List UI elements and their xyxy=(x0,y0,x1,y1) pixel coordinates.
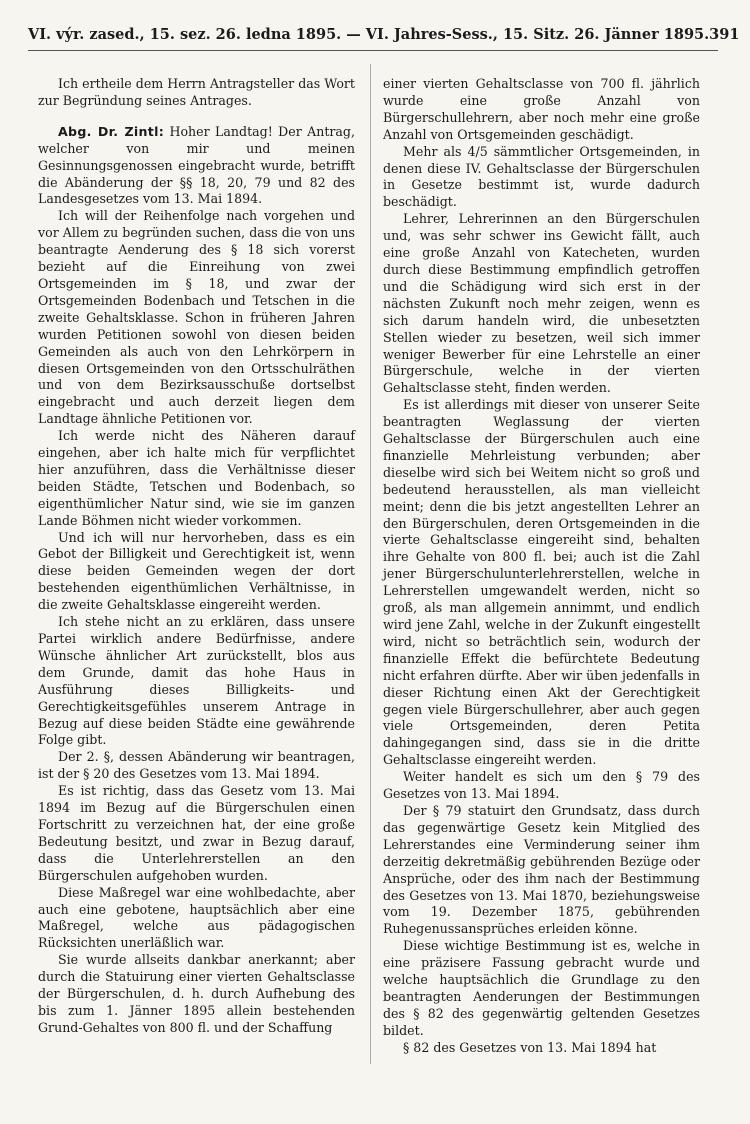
paragraph: Es ist richtig, dass das Gesetz vom 13. Mai 1894 im Bezug auf die Bürgerschulen einen Fortschritt zu verzeichnen hat, der eine große Bedeutung besitzt, und zwar in Bezug darauf, dass die Unterlehrerstellen an den Bürgerschulen aufgehoben wurden. xyxy=(38,783,355,883)
speech-paragraph xyxy=(38,124,355,209)
paragraph: Ich stehe nicht an zu erklären, dass unsere Partei wirklich andere Bedürfnisse, andere Wünsche ähnlicher Art zurückstellt, blos aus dem Grunde, damit das hohe Haus in Ausführung dieses Billigkeits- und Gerechtigkeitsgefühles unserem Antrage in Bezug auf diese beiden Städte eine gewährende Folge gibt. xyxy=(38,614,355,748)
speaker-name: Abg. Dr. Zintl: xyxy=(58,123,165,139)
left-column xyxy=(38,76,355,1037)
header-rule xyxy=(28,50,718,51)
paragraph: Es ist allerdings mit dieser von unserer Seite beantragten Weglassung der vierten Gehaltsclasse der Bürgerschulen auch eine finanzielle Mehrleistung verbunden; aber dieselbe wird sich bei Weitem nicht so groß und bedeutend herausstellen, als man vielleicht meint; denn die bis jetzt angestellten Lehrer an den Bürgerschulen, deren Ortsgemeinden in die vierte Gehaltsclasse eingereiht sind, behalten ihre Gehalte von 800 fl. bei; auch ist die Zahl jener Bürgerschulunterlehrerstellen, welche in Lehrerstellen umgewandelt werden, nicht so groß, als man allgemein annimmt, und endlich wird jene Zahl, welche in der Zukunft eingestellt wird, nicht so beträchtlich sein, wodurch der finanzielle Effekt die befürchtete Bedeutung nicht erfahren dürfte. Aber wir üben jedenfalls in dieser Richtung einen Akt der Gerechtigkeit gegen viele Bürgerschullehrer, aber auch gegen viele Ortsgemeinden, deren Petita dahingegangen sind, dass sie in die dritte Gehaltsclasse eingereiht werden. xyxy=(383,397,700,768)
paragraph: Diese wichtige Bestimmung ist es, welche in eine präzisere Fassung gebracht wurde und welche hauptsächlich die Grundlage zu den beantragten Aenderungen der Bestimmungen des § 82 des gegenwärtig geltenden Gesetzes bildet. xyxy=(383,938,700,1038)
paragraph: Diese Maßregel war eine wohlbedachte, aber auch eine gebotene, hauptsächlich aber eine Maßregel, welche aus pädagogischen Rücksichten unerläßlich war. xyxy=(38,884,355,951)
paragraph: Sie wurde allseits dankbar anerkannt; aber durch die Statuirung einer vierten Gehaltsclasse der Bürgerschulen, d. h. durch Aufhebung des bis zum 1. Jänner 1895 allein bestehenden Grund-Gehaltes von 800 fl. und der Schaffung xyxy=(38,952,355,1035)
column-divider xyxy=(370,64,371,1064)
paragraph: einer vierten Gehaltsclasse von 700 fl. jährlich wurde eine große Anzahl von Bürgerschullehrern, aber noch mehr eine große Anzahl von Ortsgemeinden geschädigt. xyxy=(383,76,700,142)
paragraph: Der § 79 statuirt den Grundsatz, dass durch das gegenwärtige Gesetz kein Mitglied des Lehrerstandes eine Verminderung seiner ihm derzeitig dekretmäßig gebührenden Bezüge oder Ansprüche, oder des ihm nach der Bestimmung des Gesetzes von 13. Mai 1870, beziehungsweise vom 19. Dezember 1875, gebührenden Ruhegenussansprüches erleiden könne. xyxy=(383,802,700,937)
paragraph: Lehrer, Lehrerinnen an den Bürgerschulen und, was sehr schwer ins Gewicht fällt, auch eine große Anzahl von Katecheten, wurden durch diese Bestimmung empfindlich getroffen und die Schädigung wird sich erst in der nächsten Zukunft noch mehr zeigen, wenn es sich darum handeln wird, die unbesetzten Stellen wieder zu besetzen, weil sich immer weniger Bewerber für eine Lehrstelle an einer Bürgerschule, welche in der vierten Gehaltsclasse steht, finden werden. xyxy=(383,211,700,396)
paragraph: Ich ertheile dem Herrn Antragsteller das Wort zur Begründung seines Antrages. xyxy=(38,76,355,108)
paragraph: Ich will der Reihenfolge nach vorgehen und vor Allem zu begründen suchen, dass die von uns beantragte Aenderung des § 18 sich vorerst bezieht auf die Einreihung von zwei Ortsgemeinden im § 18, und zwar der Ortsgemeinden Bodenbach und Tetschen in die zweite Gehaltsklasse. Schon in früheren Jahren wurden Petitionen sowohl von diesen beiden Gemeinden als auch von den Lehrkörpern in diesen Ortsgemeinden von den Ortsschulräthen und von dem Bezirksausschuße dortselbst eingebracht und auch derzeit liegen dem Landtage ähnliche Petitionen vor. xyxy=(38,208,355,427)
right-column xyxy=(383,76,700,1057)
page-number: 391 xyxy=(709,26,740,43)
page-header xyxy=(28,26,740,43)
running-head: VI. výr. zased., 15. sez. 26. ledna 1895. — VI. Jahres-Sess., 15. Sitz. 26. Jänner 1895. xyxy=(28,26,710,43)
paragraph: Der 2. §, dessen Abänderung wir beantragen, ist der § 20 des Gesetzes vom 13. Mai 1894. xyxy=(38,749,355,782)
paragraph: § 82 des Gesetzes von 13. Mai 1894 hat xyxy=(403,1039,657,1055)
speech-text: Hoher Landtag! Der Antrag, welcher von mir und meinen Gesinnungsgenossen eingebracht wurde, betrifft die Abänderung der §§ 18, 20, 79 und 82 des Landesgesetzes vom 13. Mai 1894. xyxy=(38,123,355,207)
paragraph: Ich werde nicht des Näheren darauf eingehen, aber ich halte mich für verpflichtet hier anzuführen, dass die Verhältnisse dieser beiden Städte, Tetschen und Bodenbach, so eigenthümlicher Natur sind, wie sie im ganzen Lande Böhmen nicht wieder vorkommen. xyxy=(38,428,355,528)
paragraph: Weiter handelt es sich um den § 79 des Gesetzes von 13. Mai 1894. xyxy=(383,769,700,802)
paragraph: Mehr als 4/5 sämmtlicher Ortsgemeinden, in denen diese IV. Gehaltsclasse der Bürgerschulen in Gesetze bestimmt ist, wurde dadurch beschädigt. xyxy=(383,143,700,210)
paragraph: Und ich will nur hervorheben, dass es ein Gebot der Billigkeit und Gerechtigkeit ist, wenn diese beiden Gemeinden wegen der dort bestehenden eigenthümlichen Verhältnisse, in die zweite Gehaltsklasse eingereiht werden. xyxy=(38,529,355,613)
